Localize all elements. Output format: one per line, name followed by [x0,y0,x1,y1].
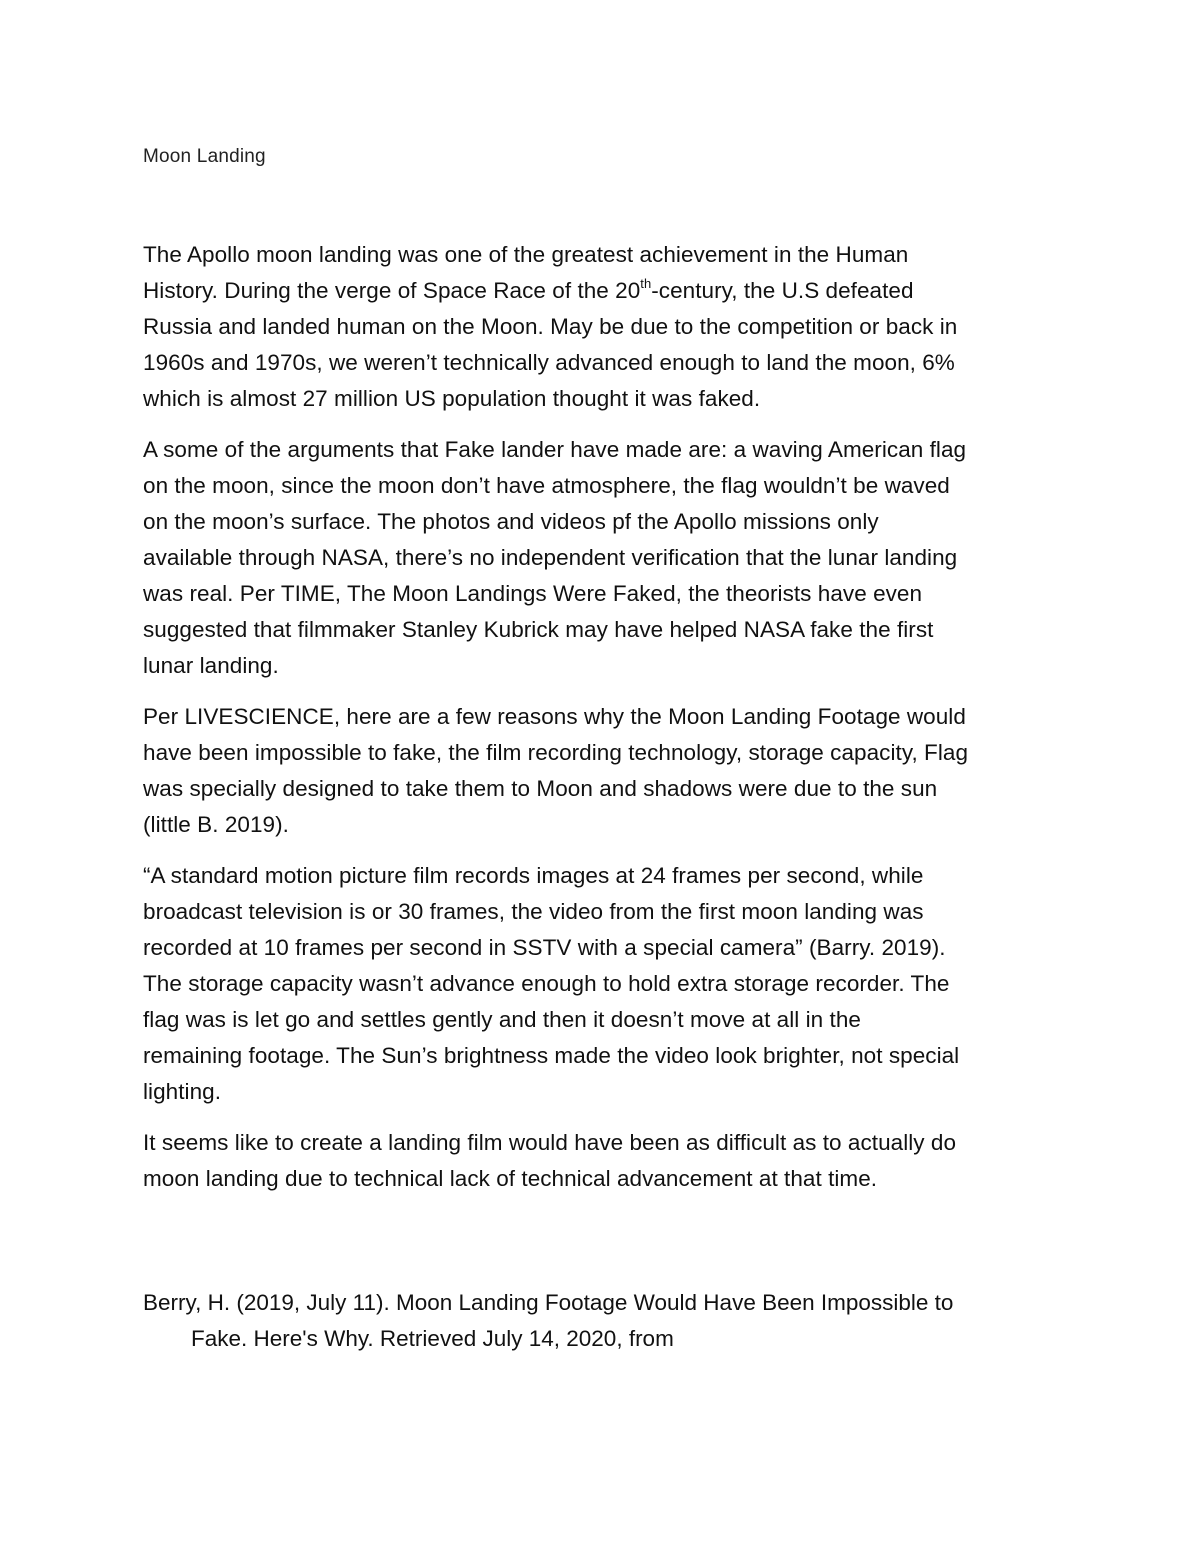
paragraph-line: Russia and landed human on the Moon. May be due to the competition or back in [143,314,958,339]
reference-entry [143,1285,1063,1357]
paragraph-line: A some of the arguments that Fake lander have made are: a waving American flag [143,437,967,462]
line-text: -century, the U.S defeated [651,278,914,303]
paragraph-5 [143,1125,1063,1197]
paragraph-line: The Apollo moon landing was one of the greatest achievement in the Human [143,242,909,267]
paragraph-line: which is almost 27 million US population thought it was faked. [143,386,761,411]
paragraph-line: available through NASA, there’s no independent verification that the lunar landing [143,545,958,570]
paragraph-line: broadcast television is or 30 frames, the video from the first moon landing was [143,899,924,924]
paragraph-3 [143,699,1063,843]
paragraph-line [143,273,1063,309]
paragraph-line: lighting. [143,1079,222,1104]
document-body [143,237,1063,1212]
paragraph-line: (little B. 2019). [143,812,289,837]
paragraph-line: on the moon, since the moon don’t have atmosphere, the flag wouldn’t be waved [143,473,950,498]
paragraph-line: recorded at 10 frames per second in SSTV with a special camera” (Barry. 2019). [143,935,946,960]
paragraph-4 [143,858,1063,1110]
paragraph-line: lunar landing. [143,653,279,678]
paragraph-line: “A standard motion picture film records images at 24 frames per second, while [143,863,924,888]
paragraph-line: Per LIVESCIENCE, here are a few reasons why the Moon Landing Footage would [143,704,966,729]
line-text: History. During the verge of Space Race of the 20 [143,278,641,303]
paragraph-line: was real. Per TIME, The Moon Landings Were Faked, the theorists have even [143,581,923,606]
paragraph-line: The storage capacity wasn’t advance enough to hold extra storage recorder. The [143,971,950,996]
paragraph-line: It seems like to create a landing film would have been as difficult as to actually do [143,1130,957,1155]
paragraph-line: moon landing due to technical lack of technical advancement at that time. [143,1166,878,1191]
paragraph-line: flag was is let go and settles gently and then it doesn’t move at all in the [143,1007,861,1032]
paragraph-line: have been impossible to fake, the film recording technology, storage capacity, Flag [143,740,969,765]
reference-line-2: Fake. Here's Why. Retrieved July 14, 2020, from [191,1326,674,1351]
superscript: th [640,275,652,291]
reference-line-1: Berry, H. (2019, July 11). Moon Landing Footage Would Have Been Impossible to [143,1290,954,1315]
paragraph-line: on the moon’s surface. The photos and videos pf the Apollo missions only [143,509,879,534]
paragraph-2 [143,432,1063,684]
paragraph-line: was specially designed to take them to Moon and shadows were due to the sun [143,776,938,801]
paragraph-line: suggested that filmmaker Stanley Kubrick may have helped NASA fake the first [143,617,934,642]
paragraph-line: remaining footage. The Sun’s brightness made the video look brighter, not special [143,1043,960,1068]
paragraph-1 [143,237,1063,417]
paragraph-line: 1960s and 1970s, we weren’t technically advanced enough to land the moon, 6% [143,350,955,375]
document-header: Moon Landing [143,146,266,167]
